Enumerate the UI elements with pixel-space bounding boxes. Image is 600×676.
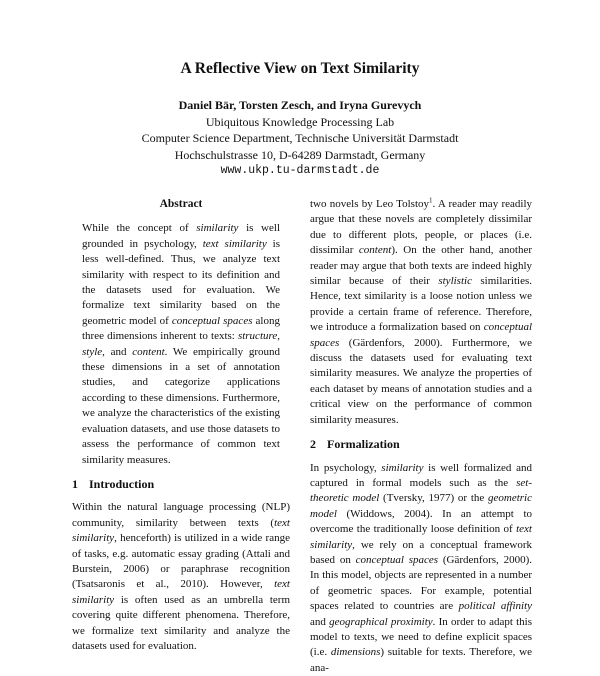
section-number: 1 [72, 477, 89, 492]
emphasized-term: geometric model [310, 492, 532, 519]
section-title: Introduction [89, 477, 154, 491]
section-heading-introduction [72, 477, 290, 492]
left-column [72, 197, 290, 654]
affiliation-lab: Ubiquitous Knowledge Processing Lab [0, 114, 600, 131]
section-title: Formalization [327, 437, 400, 451]
emphasized-term: conceptual spaces [356, 554, 438, 566]
emphasized-term: stylistic [438, 275, 472, 287]
emphasized-term: set-theoretic model [310, 477, 532, 504]
emphasized-term: similarity [196, 222, 238, 234]
formalization-text: In psychology, similarity is well formalized and captured in formal models such as the set-theoretic model (Tversky, 1977) or the geometric model (Widdows, 2004). In an attempt to overcome the traditionally loose definition of text similarity, we rely on a conceptual framework based on conceptual spaces (Gärdenfors, 2000). In this model, objects are represented in a number of geometric spaces. For example, potential spaces related to countries are political affinity and geographical proximity. In order to adapt this model to texts, we need to define explicit spaces (i.e. dimensions) suitable for texts. Therefore, we ana- [310, 461, 532, 676]
emphasized-term: content [132, 346, 164, 358]
emphasized-term: similarity [381, 462, 423, 474]
affiliation-url[interactable]: www.ukp.tu-darmstadt.de [0, 163, 600, 180]
emphasized-term: geographical proximity [329, 616, 433, 628]
section-heading-formalization [310, 437, 532, 452]
right-column [310, 197, 532, 676]
abstract-section [72, 221, 290, 468]
emphasized-term: text similarity [203, 238, 267, 250]
emphasized-term: conceptual spaces [310, 321, 532, 348]
emphasized-term: style [82, 346, 102, 358]
section-number: 2 [310, 437, 327, 452]
emphasized-term: dimensions [331, 646, 381, 658]
author-names: Daniel Bär, Torsten Zesch, and Iryna Gurevych [0, 97, 600, 114]
introduction-text-continued: two novels by Leo Tolstoy$^1$. A reader may readily argue that these novels are completely dissimilar due to different plots, people, or places (i.e. dissimilar content). On the other hand, another reader may argue that both texts are indeed highly similar because of their stylistic similarities. Hence, text similarity is a loose notion unless we provide a certain frame of reference. Therefore, we introduce a formalization based on conceptual spaces (Gärdenfors, 2000). Furthermore, we discuss the datasets used for evaluating text similarity measures. We analyze the properties of each dataset by means of annotation studies and a critical view on the performance of common similarity measures. [310, 197, 532, 428]
emphasized-term: text similarity [72, 578, 290, 605]
introduction-text: Within the natural language processing (NLP) community, similarity between texts (text similarity, henceforth) is utilized in a wide range of tasks, e.g. automatic essay grading (Attali and Burstein, 2006) or paraphrase recognition (Tsatsaronis et al., 2010). However, text similarity is often used as an umbrella term covering quite different phenomena. Therefore, we formalize text similarity and analyze the datasets used for evaluation. [72, 500, 290, 654]
emphasized-term: conceptual spaces [172, 315, 253, 327]
emphasized-term: text similarity [310, 523, 532, 550]
emphasized-term: political affinity [459, 600, 532, 612]
abstract-text: While the concept of similarity is well grounded in psychology, text similarity is less well-defined. Thus, we analyze text similarity with respect to its definition and the datasets used for evaluation. We formalize text similarity based on the geometric model of conceptual spaces along three dimensions inherent to texts: structure, style, and content. We empirically ground these dimensions in a set of annotation studies, and categorize applications according to these dimensions. Furthermore, we analyze the characteristics of the existing evaluation datasets, and use those datasets to assess the performance of common text similarity measures. [82, 221, 280, 468]
abstract-heading: Abstract [72, 197, 290, 212]
footnote-marker[interactable]: 1 [429, 196, 433, 204]
affiliation-department: Computer Science Department, Technische Universität Darmstadt [0, 130, 600, 147]
emphasized-term: structure [238, 330, 277, 342]
author-block [0, 97, 600, 180]
affiliation-address: Hochschulstrasse 10, D-64289 Darmstadt, Germany [0, 147, 600, 164]
paper-title: A Reflective View on Text Similarity [0, 60, 600, 78]
emphasized-term: content [359, 244, 391, 256]
emphasized-term: text similarity [72, 517, 290, 544]
